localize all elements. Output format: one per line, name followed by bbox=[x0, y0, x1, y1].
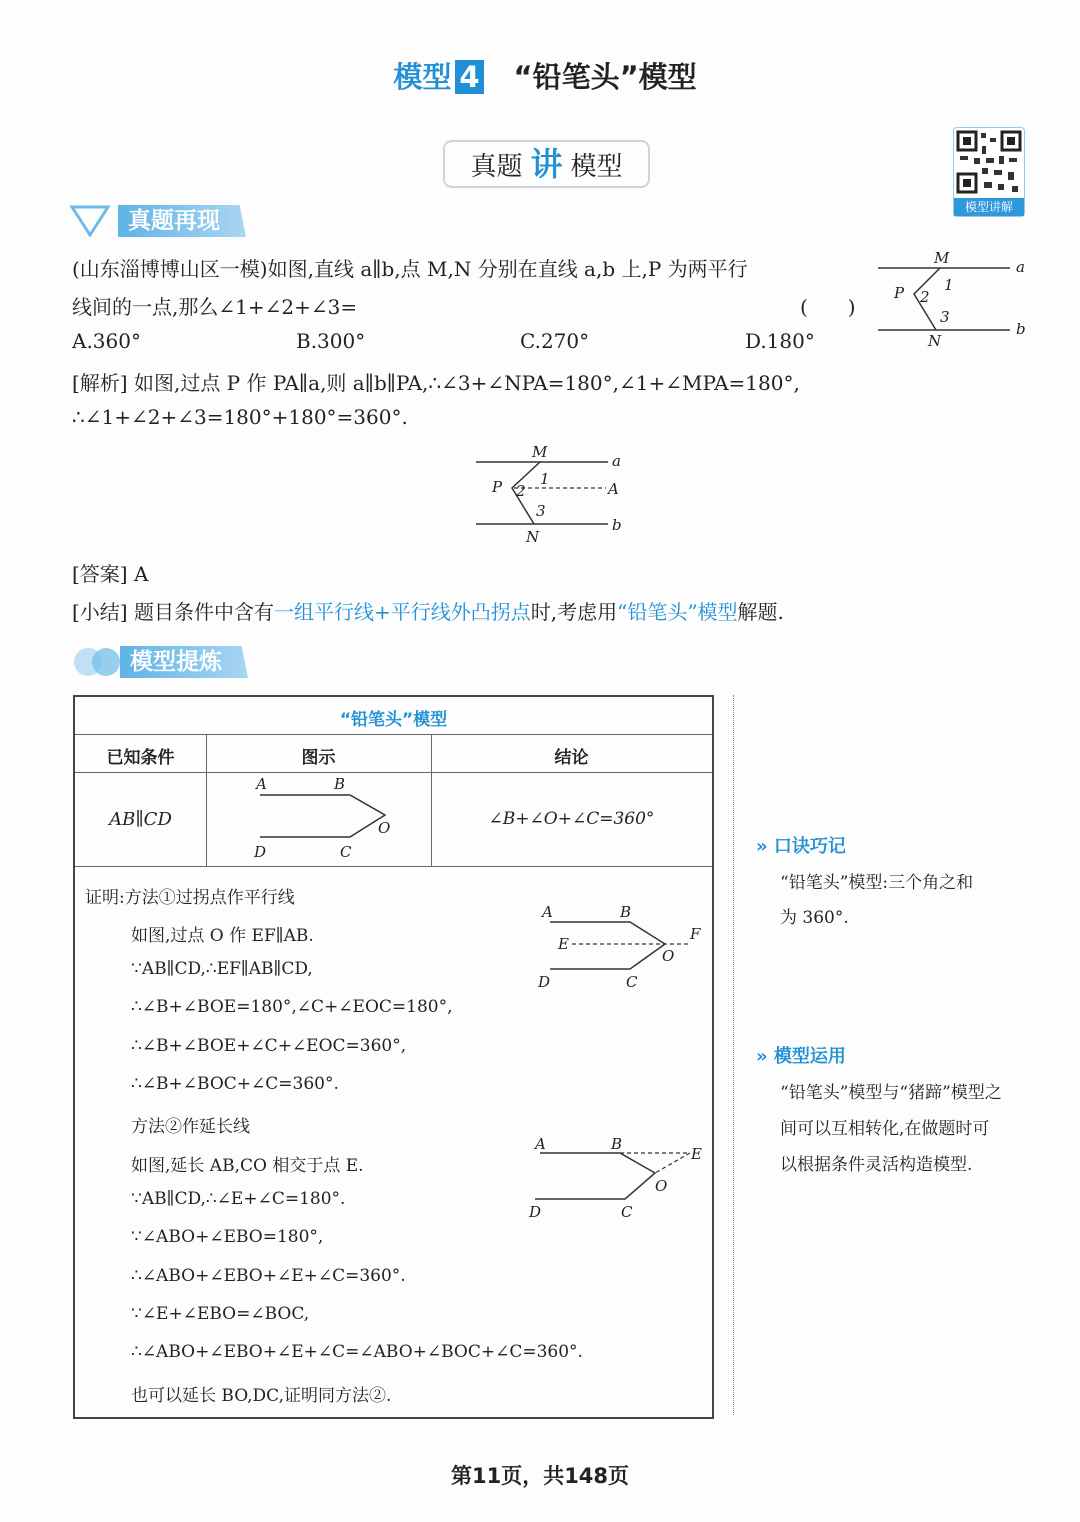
summary-highlight-3: “铅笔头”模型 bbox=[617, 600, 738, 624]
label-n: N bbox=[928, 332, 942, 350]
proof-line: ∵∠ABO+∠EBO=180°, bbox=[131, 1227, 324, 1247]
proof-line: ∴∠B+∠BOE=180°,∠C+∠EOC=180°, bbox=[131, 997, 453, 1017]
question-line-1: (山东淄博博山区一模)如图,直线 a∥b,点 M,N 分别在直线 a,b 上,P 为两平行 bbox=[72, 257, 748, 281]
label-m: M bbox=[532, 443, 548, 461]
proof-line: ∵AB∥CD,∴∠E+∠C=180°. bbox=[131, 1189, 346, 1209]
header-conclusion: 结论 bbox=[554, 748, 589, 768]
proof-line: 如图,延长 AB,CO 相交于点 E. bbox=[131, 1156, 364, 1176]
label-p: P bbox=[492, 478, 503, 496]
proof-line: ∴∠ABO+∠EBO+∠E+∠C=∠ABO+∠BOC+∠C=360°. bbox=[131, 1342, 583, 1362]
label-3: 3 bbox=[940, 308, 950, 326]
label-a: a bbox=[612, 452, 621, 470]
summary-plus: + bbox=[373, 600, 391, 624]
label-2: 2 bbox=[516, 482, 526, 500]
page-number: 第11页，共148页 bbox=[450, 1464, 630, 1488]
proof-line: ∴∠B+∠BOC+∠C=360°. bbox=[131, 1074, 339, 1094]
proof-figure-1 bbox=[530, 897, 710, 997]
label-d: D bbox=[538, 973, 551, 991]
label-1: 1 bbox=[944, 276, 954, 294]
option-a: A.360° bbox=[72, 329, 141, 353]
label-a: a bbox=[1016, 258, 1025, 276]
label-a: A bbox=[256, 775, 267, 793]
qr-pattern-icon bbox=[954, 128, 1024, 196]
summary-highlight-2: 平行线外凸拐点 bbox=[390, 600, 531, 624]
label-d: D bbox=[529, 1203, 542, 1221]
model-table bbox=[73, 695, 714, 1419]
analysis-line-2: ∴∠1+∠2+∠3=180°+180°=360°. bbox=[72, 405, 408, 429]
condition-value: AB∥CD bbox=[109, 809, 172, 830]
table-title: “铅笔头”模型 bbox=[339, 710, 448, 730]
label-e: E bbox=[558, 935, 569, 953]
section-label: 真题再现 bbox=[128, 208, 220, 234]
label-1: 1 bbox=[540, 470, 550, 488]
conclusion-value: ∠B+∠O+∠C=360° bbox=[488, 809, 655, 829]
label-c: C bbox=[340, 843, 352, 861]
sidebar-text: “铅笔头”模型:三个角之和 bbox=[780, 873, 974, 893]
page-title bbox=[0, 55, 1080, 96]
badge-left: 真题 bbox=[470, 152, 523, 182]
model-title: “铅笔头”模型 bbox=[513, 60, 697, 94]
sidebar-text: 间可以互相转化,在做题时可 bbox=[780, 1119, 990, 1139]
proof-line: ∵AB∥CD,∴EF∥AB∥CD, bbox=[131, 959, 313, 979]
summary bbox=[72, 596, 784, 625]
label-a: A bbox=[535, 1135, 546, 1153]
summary-suffix: 解题. bbox=[737, 600, 784, 624]
label-n: N bbox=[526, 528, 540, 546]
proof-line: 如图,过点 O 作 EF∥AB. bbox=[131, 926, 314, 946]
heading-text: 模型运用 bbox=[773, 1046, 846, 1067]
label-c: C bbox=[621, 1203, 633, 1221]
label-b: B bbox=[620, 903, 632, 921]
heading-text: 口诀巧记 bbox=[773, 836, 846, 857]
sidebar-text: 为 360°. bbox=[780, 908, 849, 928]
proof-line: 也可以延长 BO,DC,证明同方法②. bbox=[131, 1386, 392, 1406]
label-b: B bbox=[334, 775, 346, 793]
label-b: B bbox=[611, 1135, 623, 1153]
proof-line: ∵∠E+∠EBO=∠BOC, bbox=[131, 1304, 310, 1324]
label-c: C bbox=[626, 973, 638, 991]
answer: [答案] A bbox=[72, 562, 149, 586]
sidebar-text: 以根据条件灵活构造模型. bbox=[780, 1155, 973, 1175]
model-prefix: 模型 bbox=[393, 60, 452, 94]
label-a: A bbox=[542, 903, 553, 921]
proof-line: 方法②作延长线 bbox=[131, 1117, 250, 1137]
analysis-line-1: [解析] 如图,过点 P 作 PA∥a,则 a∥b∥PA,∴∠3+∠NPA=180°,∠1+∠MPA=180°, bbox=[72, 371, 800, 395]
circles-icon bbox=[72, 646, 122, 678]
header-condition: 已知条件 bbox=[106, 748, 175, 768]
header-figure: 图示 bbox=[301, 748, 336, 768]
label-f: F bbox=[690, 925, 701, 943]
summary-prefix: [小结] 题目条件中含有 bbox=[72, 600, 274, 624]
proof-line: 证明:方法①过拐点作平行线 bbox=[85, 888, 295, 908]
model-figure bbox=[240, 775, 400, 865]
proof-figure-2 bbox=[525, 1129, 715, 1229]
label-m: M bbox=[934, 249, 950, 267]
section-header-model bbox=[72, 646, 252, 678]
qr-caption: 模型讲解 bbox=[954, 198, 1024, 216]
label-a-point: A bbox=[608, 480, 619, 498]
section-badge bbox=[443, 140, 650, 188]
proof-line: ∴∠ABO+∠EBO+∠E+∠C=360°. bbox=[131, 1266, 406, 1286]
triangle-icon bbox=[70, 205, 110, 237]
question-line-2: 线间的一点,那么∠1+∠2+∠3= bbox=[72, 295, 358, 319]
model-number: 4 bbox=[455, 60, 483, 94]
option-c: C.270° bbox=[520, 329, 590, 353]
divider bbox=[733, 695, 734, 1415]
summary-mid: 时,考虑用 bbox=[530, 600, 618, 624]
sidebar-heading-mnemonic: » 口诀巧记 bbox=[756, 836, 846, 857]
section-label: 模型提炼 bbox=[130, 649, 222, 675]
answer-paren: ( ) bbox=[800, 295, 856, 319]
sidebar-text: “铅笔头”模型与“猪蹄”模型之 bbox=[780, 1083, 1002, 1103]
label-d: D bbox=[254, 843, 267, 861]
badge-right: 模型 bbox=[570, 152, 623, 182]
option-b: B.300° bbox=[296, 329, 366, 353]
badge-mid: 讲 bbox=[530, 145, 563, 183]
proof-line: ∴∠B+∠BOE+∠C+∠EOC=360°, bbox=[131, 1036, 407, 1056]
label-o: O bbox=[378, 819, 391, 837]
label-o: O bbox=[662, 947, 675, 965]
sidebar-heading-usage: » 模型运用 bbox=[756, 1046, 846, 1067]
analysis-figure bbox=[472, 442, 632, 548]
label-b: b bbox=[1016, 320, 1026, 338]
label-o: O bbox=[655, 1177, 668, 1195]
label-e: E bbox=[691, 1145, 702, 1163]
label-b: b bbox=[612, 516, 622, 534]
label-p: P bbox=[894, 284, 905, 302]
label-3: 3 bbox=[536, 502, 546, 520]
section-header-real-questions bbox=[70, 205, 250, 237]
question-figure bbox=[872, 248, 1032, 352]
option-d: D.180° bbox=[745, 329, 815, 353]
summary-highlight-1: 一组平行线 bbox=[273, 600, 374, 624]
label-2: 2 bbox=[920, 288, 930, 306]
qr-code[interactable] bbox=[953, 127, 1025, 217]
